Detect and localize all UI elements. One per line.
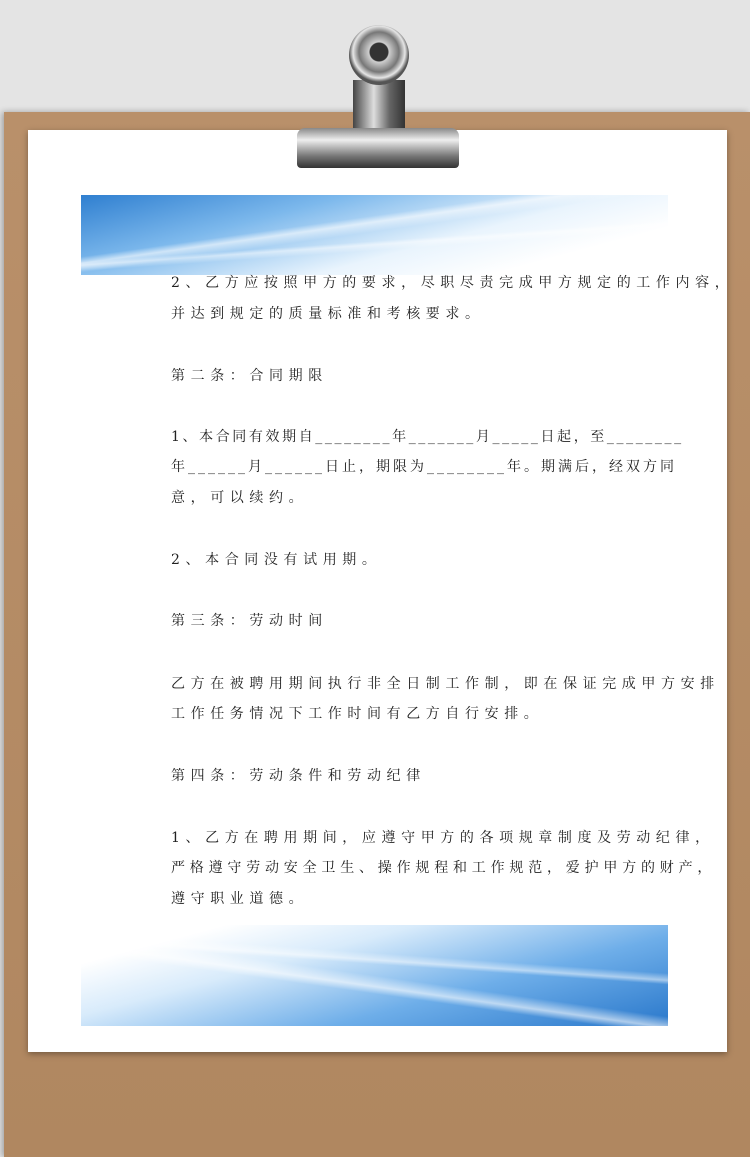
text-line: 1、乙方在聘用期间，应遵守甲方的各项规章制度及劳动纪律， xyxy=(171,830,715,846)
text-line: 1、本合同有效期自________年_______月_____日起，至________ xyxy=(171,429,684,445)
text-line: 严格遵守劳动安全卫生、操作规程和工作规范，爱护甲方的财产， xyxy=(171,860,717,876)
text-line: 2、乙方应按照甲方的要求，尽职尽责完成甲方规定的工作内容， xyxy=(171,275,735,291)
binder-clip-icon xyxy=(285,25,465,171)
text-line: 意，可以续约。 xyxy=(171,490,309,506)
text-line: 乙方在被聘用期间执行非全日制工作制，即在保证完成甲方安排 xyxy=(171,676,720,692)
header-banner xyxy=(81,195,668,275)
footer-banner xyxy=(81,925,668,1026)
text-line: 并达到规定的质量标准和考核要求。 xyxy=(171,306,485,322)
text-line: 年______月______日止，期限为________年。期满后，经双方同 xyxy=(171,459,677,475)
section-heading: 第二条：合同期限 xyxy=(171,368,328,384)
section-heading: 第四条：劳动条件和劳动纪律 xyxy=(171,768,426,784)
section-heading: 第三条：劳动时间 xyxy=(171,613,328,629)
text-line: 2、本合同没有试用期。 xyxy=(171,552,382,568)
text-line: 遵守职业道德。 xyxy=(171,891,309,907)
text-line: 工作任务情况下工作时间有乙方自行安排。 xyxy=(171,706,544,722)
